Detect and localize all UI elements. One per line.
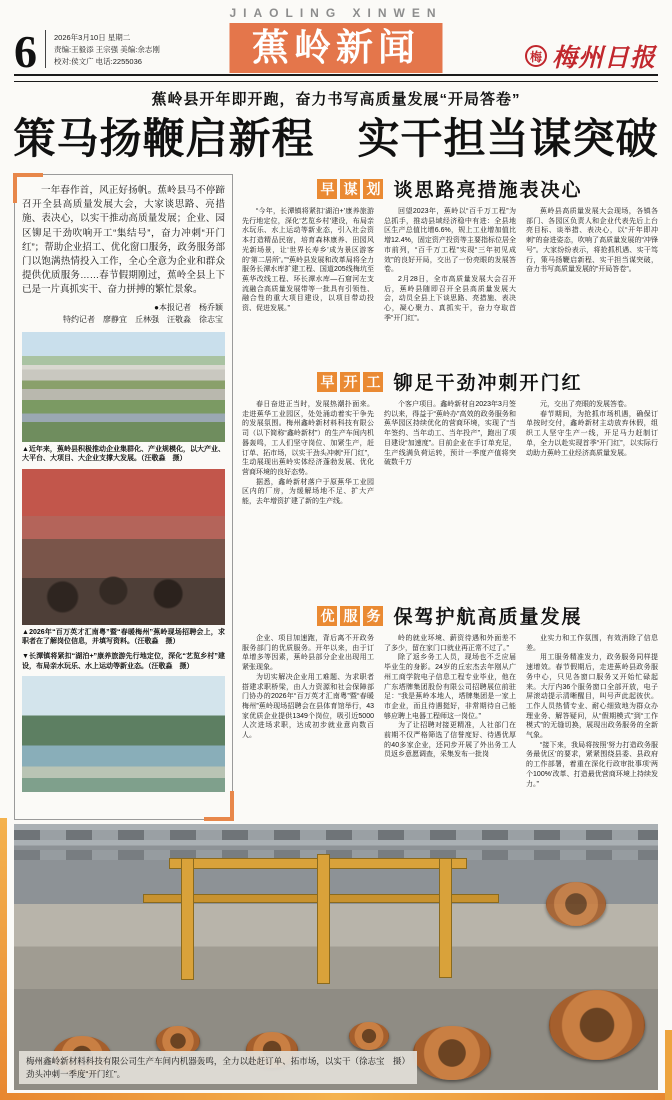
text-column bbox=[384, 634, 516, 830]
date-line: 2026年3月10日 星期二 bbox=[54, 33, 131, 42]
masthead-info bbox=[45, 30, 160, 68]
body-paragraph: 岭的就业环境、薪资待遇和外面差不了多少，留在家门口就业再正常不过了。” bbox=[384, 635, 516, 652]
ceiling-beam bbox=[14, 830, 658, 840]
photo-industrial-park bbox=[22, 332, 225, 442]
photo-job-fair bbox=[22, 469, 225, 625]
photo-credit: （徐志宝 摄） bbox=[350, 1056, 410, 1066]
section-tag-group-2 bbox=[317, 372, 383, 392]
decorative-frame-bottom bbox=[0, 1093, 672, 1100]
headline-block bbox=[0, 88, 672, 163]
yellow-machine-column bbox=[181, 858, 194, 980]
photo-caption-1: ▲近年来，蕉岭县积极推动企业集群化、产业规模化，以大产业、大平台、大项目、大企业支撑大发展。（汪敬淼 摄） bbox=[22, 445, 225, 463]
masthead-divider bbox=[14, 74, 658, 82]
headline-kicker: 蕉岭县开年即开跑，奋力书写高质量发展“开局答卷” bbox=[151, 91, 521, 108]
body-paragraph: 个客户项目。鑫岭新材自2023年3月签约以来，得益于“蕉岭办”高效的政务服务和蕉华园区持续优化的营商环境，实现了“当年签约、当年动工、当年投产”，跑出了项目建设“加速度”。目前企业在手订单充足，生产线满负荷运转，预计一季度产值将突破数千万 bbox=[384, 401, 516, 467]
copper-coil bbox=[546, 882, 606, 926]
body-paragraph: 为了让招聘对接更精准，人社部门在前期不仅严格筛选了信誉度好、待遇优厚的40多家企业，还同步开展了外出务工人员返乡意愿调查，采集发布一批岗 bbox=[384, 722, 516, 759]
section-header-2 bbox=[242, 368, 658, 395]
text-column bbox=[242, 634, 374, 830]
section-good-service bbox=[242, 601, 658, 830]
content-area bbox=[14, 174, 658, 820]
tag-char: 工 bbox=[363, 372, 383, 392]
body-paragraph: 企业、项目加速跑，背后离不开政务服务部门的优质服务。开年以来，由于订单增多等因素，蕉岭县部分企业出现用工紧张现象。 bbox=[242, 635, 374, 672]
lead-column bbox=[14, 174, 233, 820]
photo-caption-3: ▼长潭镇将紧扣“湖泊+”康养旅游先行地定位，深化“艺览乡村”建设，布局亲水玩乐、水上运动等新业态。（汪敬淼 摄） bbox=[22, 653, 225, 670]
yellow-machine-column bbox=[317, 854, 330, 984]
section-header-1 bbox=[242, 175, 658, 202]
section-columns-3 bbox=[242, 634, 658, 830]
tag-char: 谋 bbox=[340, 179, 360, 199]
section-title-1: 谈思路亮措施表决心 bbox=[393, 180, 583, 201]
byline-correspondents: 特约记者 廖静宜 丘林强 汪敬淼 徐志宝 bbox=[63, 314, 223, 324]
body-paragraph: 蕉岭县高质量发展大会现场，各镇各部门、各园区负责人和企业代表先后上台亮目标、谈举措、表决心，以“开年即冲刺”的奋进姿态，吹响了高质量发展的“冲锋号”。大家纷纷表示，将抢抓机遇、实干笃行，策马扬鞭启新程、实干担当谋突破，奋力书写高质量发展的“开局答卷”。 bbox=[526, 208, 658, 274]
lead-paragraph: 一年春作首，风正好扬帆。蕉岭县马不停蹄召开全县高质量发展大会，大家谈思路、亮措施、表决心，以实干推动高质量发展；企业、园区铆足干劲吹响开工“集结号”，奋力冲刺“开门红”；帮助企业招工、优化窗口服务，政务服务部门以饱满热情投入工作，全心全意为企业和群众提供优质服务……春节假期刚过，蕉岭全县上下已是一片真抓实干、奋力拼搏的繁忙景象。 bbox=[22, 185, 225, 296]
body-paragraph: “接下来，我局将按照‘努力打造政务服务最优区’的要求，紧紧围绕县委、县政府的工作部署，着重在深化行政审批事项‘两个100%’改革、打造最优营商环境上持续发力。” bbox=[526, 741, 658, 788]
body-paragraph: 除了返乡务工人员，现场也不乏应届毕业生的身影。24岁的丘宏杰去年刚从广州工商学院电子信息工程专业毕业，他在广东塔牌集团股份有限公司招聘展位前驻足：“我是蕉岭本地人，塔牌集团是一家上市企业，而且待遇挺好，非常期待自己能够应聘上电器工程师这一岗位。” bbox=[384, 654, 516, 720]
tag-char: 务 bbox=[363, 606, 383, 626]
body-paragraph: “今年，长潭镇将紧扣‘湖泊+’康养旅游先行地定位，深化‘艺览乡村’建设，布局亲水玩乐、水上运动等新业态，引入社会资本打造精品民宿，培育森林康养、田园风光新场景，让‘世界长寿乡’成为景区游客的‘第二居所’。”“蕉岭县发展和改革局将全力服务长潭水库扩建工程、国道205线梅坑至蕉华改线工程、环长潭水库—石窟河左支流融合高质量发展带等一批具有引领性、融合性的重大项目建设，以项目带动投资、促进发展。” bbox=[242, 208, 374, 313]
article-sections bbox=[242, 174, 658, 820]
meizhou-daily-logo-icon: 梅 bbox=[525, 45, 547, 67]
body-paragraph: 元，交出了亮眼的发展答卷。 bbox=[540, 401, 631, 408]
body-paragraph: 为切实解决企业用工难题、为求职者搭建求职桥梁，由人力资源和社会保障部门协办的2026年“百万英才汇南粤”暨“春暖梅州”蕉岭现场招聘会在县体育馆举行，43家优质企业提供1349个岗位，吸引近5000人次进场求职，达成初步就业意向数百人。 bbox=[242, 673, 374, 740]
brand-name: 梅州日报 bbox=[551, 45, 656, 72]
newspaper-section-title: 蕉岭新闻 bbox=[229, 23, 442, 73]
text-column bbox=[242, 207, 374, 364]
body-paragraph: 春节期间，为抢抓市场机遇，确保订单按时交付，鑫岭新材主动放弃休假，组织工人坚守生产一线，开足马力赶制订单，全力以赴实现首季“开门红”，以实际行动助力蕉岭工业经济高质量发展。 bbox=[526, 410, 658, 457]
bylines bbox=[22, 302, 223, 326]
photo-factory-floor bbox=[14, 824, 658, 1090]
editors-line: 责编:王毅添 王宗强 美编:余志刚 bbox=[54, 45, 160, 54]
text-column bbox=[526, 400, 658, 598]
copper-coil bbox=[349, 1022, 389, 1050]
section-columns-2 bbox=[242, 400, 658, 598]
photo-caption-2: ▲2026年“百万英才汇南粤”暨“春暖梅州”蕉岭现场招聘会上，求职者在了解岗位信息，并填写资料。（汪敬淼 摄） bbox=[22, 628, 225, 646]
tag-char: 早 bbox=[317, 372, 337, 392]
caption-text: 梅州鑫岭新材料科技有限公司生产车间内机器轰鸣，全力以赴赶订单、拓市场，以实干劲头冲刺一季度“开门红”。 bbox=[26, 1056, 351, 1079]
tag-char: 服 bbox=[340, 606, 360, 626]
tag-char: 开 bbox=[340, 372, 360, 392]
text-column bbox=[526, 634, 658, 830]
text-column bbox=[384, 400, 516, 598]
latin-title: JIAOLING XINWEN bbox=[229, 6, 443, 20]
section-title-2: 铆足干劲冲刺开门红 bbox=[393, 373, 583, 394]
main-headline: 策马扬鞭启新程 实干担当谋突破 bbox=[13, 117, 659, 163]
section-tag-group-1 bbox=[317, 179, 383, 199]
section-header-3 bbox=[242, 602, 658, 629]
body-paragraph: 春日奋进正当时，发展热潮扑面来。走进蕉华工业园区，处处涌动着实干争先的发展氛围。梅州鑫岭新材料科技有限公司（以下简称“鑫岭新材”）的生产车间内机器轰鸣，工人们坚守岗位、加紧生产，赶订单、拓市场，以实干劲头冲刺“开门红”，生动展现出蕉岭实体经济蓬勃发展、优化营商环境的良好态势。 bbox=[242, 401, 374, 476]
tag-char: 早 bbox=[317, 179, 337, 199]
tag-char: 优 bbox=[317, 606, 337, 626]
body-paragraph: 据悉，鑫岭新材落户于原蕉华工业园区内的厂房，为缓解场地不足、扩大产能，去年增资扩建了新的生产线。 bbox=[242, 478, 374, 506]
body-paragraph: 2月28日，全市高质量发展大会召开后，蕉岭县随即召开全县高质量发展大会，动员全县上下谈思路、亮措施、表决心，凝心聚力、真抓实干，奋力夺取首季“开门红”。 bbox=[384, 275, 516, 322]
body-paragraph: 业实力和工作氛围，有效消除了信息差。 bbox=[526, 635, 658, 652]
byline-reporter: ●本报记者 杨乔颖 bbox=[154, 302, 223, 312]
yellow-machine-column bbox=[439, 858, 452, 978]
copper-coil bbox=[549, 990, 645, 1060]
tag-char: 划 bbox=[363, 179, 383, 199]
section-columns-1 bbox=[242, 207, 658, 364]
decorative-frame-right bbox=[665, 1030, 672, 1100]
text-column bbox=[242, 400, 374, 598]
proof-line: 校对:侯文广 电话:2255036 bbox=[54, 57, 142, 66]
text-column bbox=[384, 207, 516, 364]
photo-changtan-lake bbox=[22, 676, 225, 792]
brand-block bbox=[525, 38, 656, 74]
page-number: 6 bbox=[14, 26, 37, 77]
section-title-3: 保驾护航高质量发展 bbox=[393, 607, 583, 628]
section-early-planning bbox=[242, 174, 658, 364]
decorative-frame-left bbox=[0, 818, 7, 1100]
bottom-photo-caption bbox=[19, 1051, 417, 1084]
body-paragraph: 回望2023年，蕉岭以“百千万工程”为总抓手，推动县域经济稳中有进：全县地区生产总值比增6.6%，规上工业增加值比增12.4%，固定资产投资等主要指标位居全市前列，“百千万工程”实现“三年初见成效”的良好开局，交出了一份亮眼的发展答卷。 bbox=[384, 208, 516, 274]
copper-coil bbox=[413, 1026, 491, 1080]
text-column bbox=[526, 207, 658, 364]
section-early-start bbox=[242, 367, 658, 598]
masthead-title-block bbox=[229, 6, 442, 73]
body-paragraph: 用工服务精准发力，政务服务同样提速增效。春节假期后，走进蕉岭县政务服务中心，只见各窗口服务又开始忙碌起来。大厅内36个服务窗口全部开放，电子屏滚动提示清晰醒目，叫号声此起彼伏。工作人员热情专业、耐心细致地为群众办理业务、解答疑问，从“假期模式”到“工作模式”的无缝切换，展现出政务服务的全新气象。 bbox=[526, 654, 658, 740]
section-tag-group-3 bbox=[317, 606, 383, 626]
masthead bbox=[14, 6, 658, 77]
masthead-left-block bbox=[14, 26, 160, 77]
